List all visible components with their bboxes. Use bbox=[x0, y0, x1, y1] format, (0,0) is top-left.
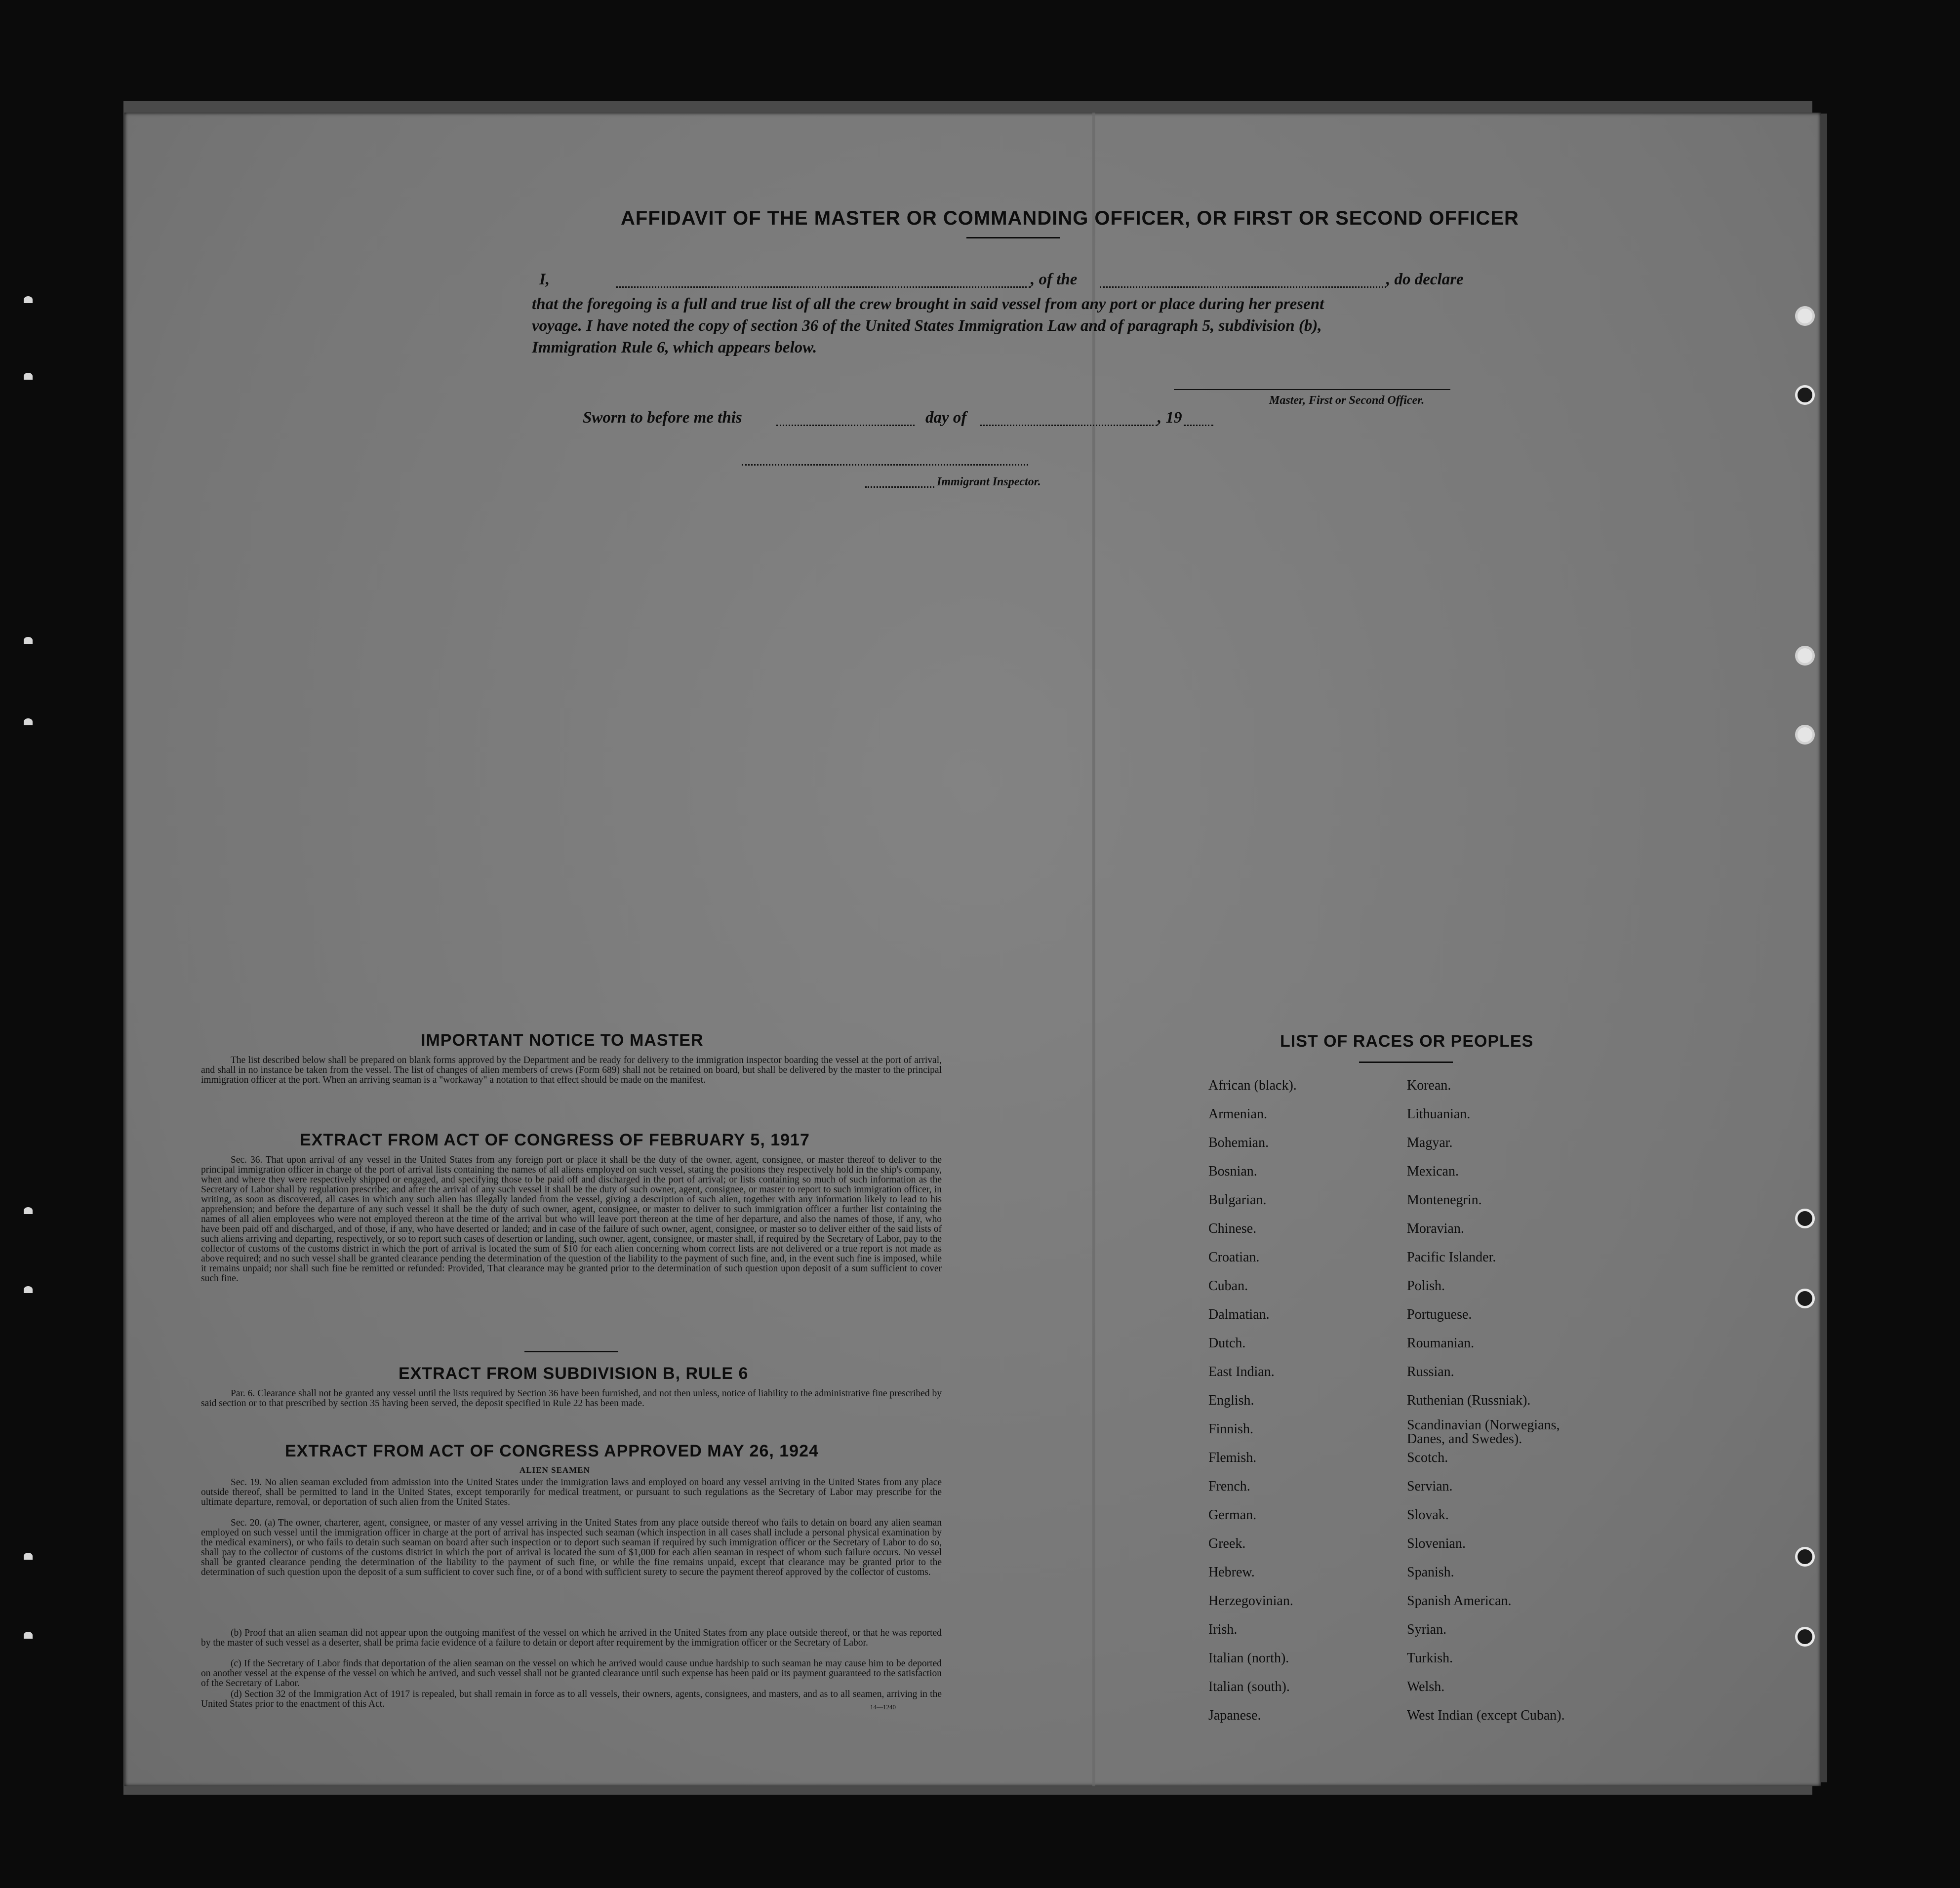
races-title: LIST OF RACES OR PEOPLES bbox=[1280, 1032, 1534, 1051]
race-item: Servian. bbox=[1407, 1479, 1453, 1494]
race-item: Slovak. bbox=[1407, 1507, 1449, 1523]
sworn-year-label: , 19 bbox=[1158, 409, 1182, 427]
race-item: East Indian. bbox=[1208, 1364, 1275, 1379]
race-item: Lithuanian. bbox=[1407, 1106, 1471, 1122]
vessel-field[interactable] bbox=[1100, 286, 1386, 288]
affidavit-line-3: voyage. I have noted the copy of section 36 of the United States Immigration Law and of paragraph 5, subdivision (b), bbox=[532, 317, 1322, 335]
race-item: Welsh. bbox=[1407, 1679, 1445, 1694]
sworn-date-field[interactable] bbox=[776, 425, 915, 426]
race-item: Bulgarian. bbox=[1208, 1192, 1267, 1208]
inspector-name-field[interactable] bbox=[865, 486, 934, 488]
inspector-signature-field[interactable] bbox=[742, 464, 1028, 466]
affidavit-title: AFFIDAVIT OF THE MASTER OR COMMANDING OFFICER, OR FIRST OR SECOND OFFICER bbox=[621, 207, 1519, 229]
sec-20a-text: Sec. 20. (a) The owner, charterer, agent, consignee, or master of any vessel arriving in the United States from any place outside thereof who fails to detain on board any alien seaman employed on such vessel until the immigration officer in charge at the port of arrival has inspected such seaman (which inspection in all cases shall include a personal physical examination by the medical examiners), or who fails to detain such seaman on board after such inspection or to deport such seaman if required by such immigration officer or the Secretary of Labor to do so, shall pay to the collector of customs of the customs district in which the port of arrival is located the sum of $1,000 for each alien seaman in respect of whom such failure occurs. No vessel shall be granted clearance pending the determination of the liability to the payment of such fine, or while the fine remains unpaid, except that clearance may be granted prior to the determination of such question upon the deposit of a sum sufficient to cover such fine, or of a bond with sufficient surety to secure the payment thereof approved by the collector of customs. bbox=[201, 1518, 942, 1577]
master-signature-label: Master, First or Second Officer. bbox=[1269, 394, 1425, 407]
inspector-label: Immigrant Inspector. bbox=[937, 475, 1041, 488]
affidavit-of-label: , of the bbox=[1031, 271, 1078, 288]
affidavit-i-label: I, bbox=[539, 271, 550, 288]
sworn-month-field[interactable] bbox=[980, 425, 1158, 426]
binder-mark bbox=[24, 373, 33, 380]
punch-hole bbox=[1795, 1289, 1815, 1308]
races-title-rule bbox=[1359, 1062, 1453, 1063]
race-item: Herzegovinian. bbox=[1208, 1593, 1293, 1609]
race-item: Russian. bbox=[1407, 1364, 1454, 1379]
race-item: Italian (south). bbox=[1208, 1679, 1290, 1694]
punch-hole bbox=[1795, 1547, 1815, 1567]
affidavit-line-2: that the foregoing is a full and true list of all the crew brought in said vessel from any port or place during her present bbox=[532, 295, 1324, 313]
race-item: Syrian. bbox=[1407, 1622, 1447, 1637]
race-item: Moravian. bbox=[1407, 1221, 1464, 1236]
extract-1917-body: Sec. 36. That upon arrival of any vessel in the United States from any foreign port or place it shall be the duty of the owner, agent, consignee, or master thereof to deliver to the principal immigration officer in charge of the port of arrival lists containing the names of all aliens employed on such vessel, stating the positions they respectively hold in the ship's company, when and where they were respectively shipped or engaged, and specifying those to be paid off and discharged in the port of arrival; or lists containing so much of such information as the Secretary of Labor shall by regulation prescribe; and after the arrival of any such vessel it shall be the duty of such owner, agent, consignee, or master to report to such immigration officer, in writing, as soon as discovered, all cases in which any such alien has illegally landed from the vessel, giving a description of such alien, together with any information likely to lead to his apprehension; and before the departure of any such vessel it shall be the duty of such owner, agent, consignee, or master to deliver to such immigration officer a further list containing the names of all alien employees who were not employed thereon at the time of the arrival but who will leave port thereon at the time of her departure, and also the names of those, if any, who have been paid off and discharged, and of those, if any, who have deserted or landed; and in case of the failure of such owner, agent, consignee, or master so to deliver either of the said lists of such aliens arriving and departing, respectively, or so to report such cases of desertion or landing, such owner, agent, consignee, or master shall, if required by the Secretary of Labor, pay to the collector of customs of the customs district in which the port of arrival is located the sum of $10 for each alien concerning whom correct lists are not delivered or a true report is not made as above required; and no such vessel shall be granted clearance pending the determination of the question of the liability to the payment of such fine, and, in the event such fine is imposed, while it remains unpaid; nor shall such fine be remitted or refunded: Provided, That clearance may be granted prior to the determination of such question upon deposit of a sum sufficient to cover such fine. bbox=[201, 1155, 942, 1284]
race-item: Turkish. bbox=[1407, 1651, 1453, 1666]
master-signature-field[interactable] bbox=[1174, 389, 1450, 390]
race-item: French. bbox=[1208, 1479, 1250, 1494]
sec-20b-text: (b) Proof that an alien seaman did not appear upon the outgoing manifest of the vessel on which he arrived in the United States from any place outside thereof, or that he was reported by the master of such vessel as a deserter, shall be prima facie evidence of a failure to detain or deport after requirement by the immigration officer or the Secretary of Labor. bbox=[201, 1628, 942, 1648]
page-fold bbox=[1092, 113, 1095, 1786]
race-item: Cuban. bbox=[1208, 1278, 1248, 1294]
binder-mark bbox=[24, 637, 33, 644]
subdivision-title: EXTRACT FROM SUBDIVISION B, RULE 6 bbox=[399, 1364, 749, 1383]
sec-19-text: Sec. 19. No alien seaman excluded from admission into the United States under the immigration laws and employed on board any vessel arriving in the United States from any place outside thereof, shall be permitted to land in the United States, except temporarily for medical treatment, or pursuant to such regulations as the Secretary of Labor may prescribe for the ultimate departure, removal, or deportation of such alien from the United States. bbox=[201, 1477, 942, 1507]
race-item: West Indian (except Cuban). bbox=[1407, 1708, 1565, 1723]
race-item: Dalmatian. bbox=[1208, 1307, 1270, 1322]
race-item: Armenian. bbox=[1208, 1106, 1267, 1122]
race-item: Flemish. bbox=[1208, 1450, 1257, 1465]
document-page bbox=[124, 113, 1821, 1786]
extract-1924-title: EXTRACT FROM ACT OF CONGRESS APPROVED MAY 26, 1924 bbox=[285, 1442, 819, 1460]
punch-hole bbox=[1795, 1209, 1815, 1228]
name-field[interactable] bbox=[616, 286, 1031, 288]
race-item: Hebrew. bbox=[1208, 1565, 1255, 1580]
sworn-year-field[interactable] bbox=[1184, 425, 1213, 426]
race-item: Finnish. bbox=[1208, 1421, 1254, 1437]
race-item: Polish. bbox=[1407, 1278, 1445, 1294]
race-item: Scandinavian (Norwegians, Danes, and Swedes). bbox=[1407, 1417, 1560, 1447]
race-item: Japanese. bbox=[1208, 1708, 1261, 1723]
race-item: Scotch. bbox=[1407, 1450, 1448, 1465]
punch-hole bbox=[1795, 1627, 1815, 1647]
binder-mark bbox=[24, 1286, 33, 1293]
race-item: Irish. bbox=[1208, 1622, 1238, 1637]
sworn-day-label: day of bbox=[925, 409, 967, 427]
race-item: Montenegrin. bbox=[1407, 1192, 1482, 1208]
subdivision-body: Par. 6. Clearance shall not be granted any vessel until the lists required by Section 36 have been furnished, and not then unless, notice of liability to the administrative fine prescribed by said section or to that prescribed by section 35 having been served, the deposit specified in Rule 22 has been made. bbox=[201, 1388, 942, 1409]
race-item: Ruthenian (Russniak). bbox=[1407, 1393, 1531, 1408]
race-item: English. bbox=[1208, 1393, 1254, 1408]
punch-hole bbox=[1795, 306, 1815, 326]
race-item: Magyar. bbox=[1407, 1135, 1453, 1150]
race-item: Croatian. bbox=[1208, 1250, 1260, 1265]
race-item: African (black). bbox=[1208, 1078, 1297, 1093]
form-number: 14—1240 bbox=[870, 1703, 896, 1711]
race-item: Pacific Islander. bbox=[1407, 1250, 1496, 1265]
sworn-label: Sworn to before me this bbox=[583, 409, 742, 427]
binder-mark bbox=[24, 1553, 33, 1560]
binder-mark bbox=[24, 296, 33, 303]
race-item: Bosnian. bbox=[1208, 1164, 1257, 1179]
sec-20c-text: (c) If the Secretary of Labor finds that deportation of the alien seaman on the vessel on which he arrived would cause undue hardship to such seaman he may cause him to be deported on another vessel at the expense of the vessel on which he arrived, and such vessel shall not be granted clearance until such expense has been paid or its payment guaranteed to the satisfaction of the Secretary of Labor. bbox=[201, 1658, 942, 1689]
affidavit-line-4: Immigration Rule 6, which appears below. bbox=[532, 339, 817, 356]
race-item: German. bbox=[1208, 1507, 1257, 1523]
race-item: Bohemian. bbox=[1208, 1135, 1269, 1150]
binder-mark bbox=[24, 718, 33, 725]
race-item: Slovenian. bbox=[1407, 1536, 1466, 1551]
alien-seamen-subtitle: ALIEN SEAMEN bbox=[520, 1465, 590, 1475]
punch-hole bbox=[1795, 725, 1815, 745]
affidavit-declare-label: , do declare bbox=[1386, 271, 1464, 288]
race-item: Portuguese. bbox=[1407, 1307, 1472, 1322]
title-rule bbox=[966, 237, 1060, 238]
race-item: Spanish American. bbox=[1407, 1593, 1512, 1609]
race-item: Chinese. bbox=[1208, 1221, 1257, 1236]
punch-hole bbox=[1795, 646, 1815, 666]
race-item: Dutch. bbox=[1208, 1336, 1246, 1351]
race-item: Italian (north). bbox=[1208, 1651, 1289, 1666]
section-rule bbox=[524, 1351, 618, 1352]
binder-mark bbox=[24, 1207, 33, 1214]
race-item: Mexican. bbox=[1407, 1164, 1459, 1179]
notice-body: The list described below shall be prepared on blank forms approved by the Department and be ready for delivery to the immigration inspector boarding the vessel at the port of arrival, and shall in no instance be taken from the vessel. The list of changes of alien members of crews (Form 689) shall not be retained on board, but shall be delivered by the master to the principal immigration officer at the port. When an arriving seaman is a "workaway" a notation to that effect should be made on the manifest. bbox=[201, 1055, 942, 1085]
race-item: Roumanian. bbox=[1407, 1336, 1475, 1351]
race-item: Korean. bbox=[1407, 1078, 1451, 1093]
binder-mark bbox=[24, 1632, 33, 1639]
sec-20d-text: (d) Section 32 of the Immigration Act of 1917 is repealed, but shall remain in force as to all vessels, their owners, agents, consignees, and masters, and as to all seamen, arriving in the United States prior to the enactment of this Act. bbox=[201, 1689, 942, 1709]
race-item: Greek. bbox=[1208, 1536, 1246, 1551]
notice-title: IMPORTANT NOTICE TO MASTER bbox=[421, 1031, 704, 1050]
extract-1917-title: EXTRACT FROM ACT OF CONGRESS OF FEBRUARY 5, 1917 bbox=[300, 1131, 810, 1149]
race-item: Spanish. bbox=[1407, 1565, 1454, 1580]
punch-hole bbox=[1795, 385, 1815, 405]
